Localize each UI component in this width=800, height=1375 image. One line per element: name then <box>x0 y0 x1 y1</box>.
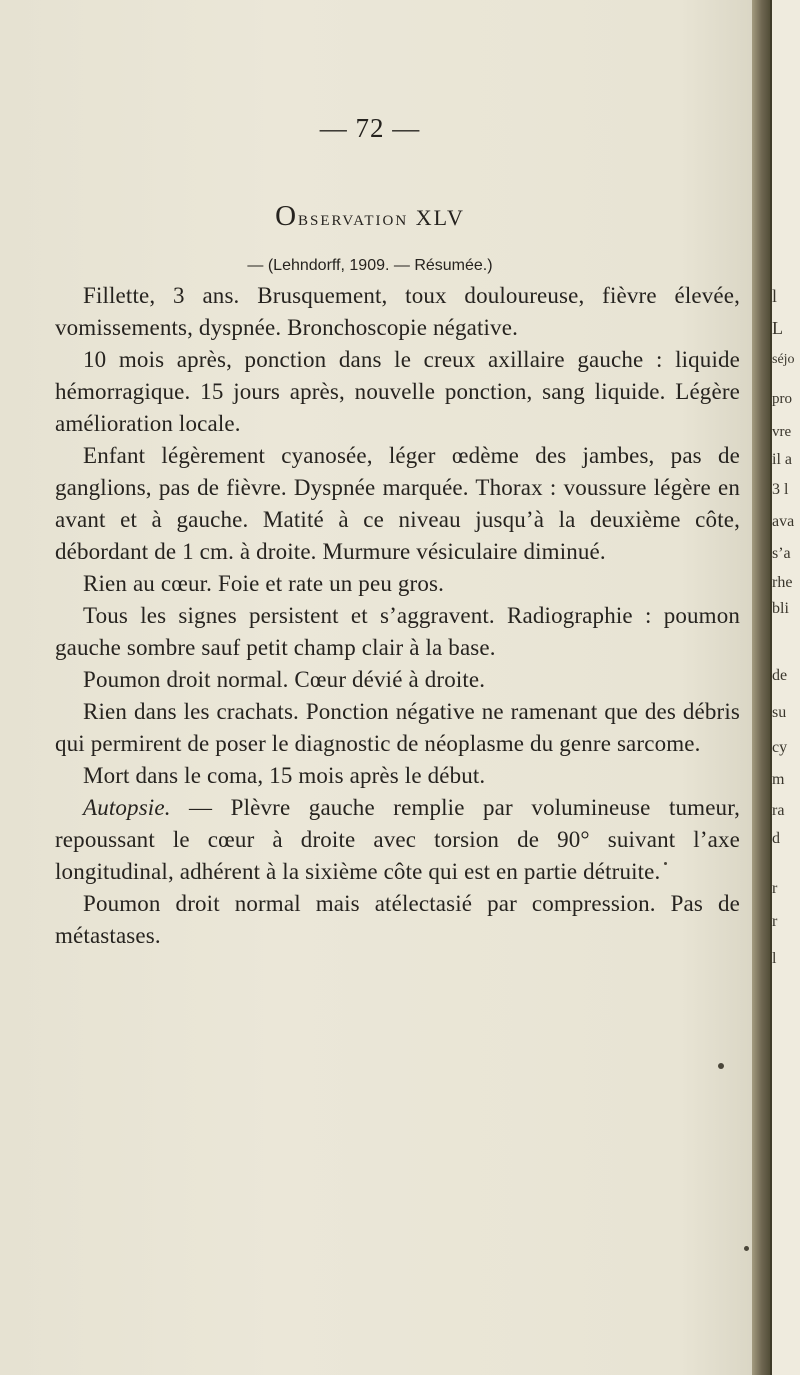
paragraph: Tous les signes persistent et s’aggravent. Radiographie : poumon gauche sombre sauf petit champ clair à la base. <box>55 603 740 660</box>
title-initial: O <box>275 200 299 232</box>
paragraph: Rien dans les crachats. Ponction négative ne ramenant que des débris qui permirent de poser le diagnostic de néoplasme du genre sarcome. <box>55 699 740 756</box>
facing-page-fragment: il a <box>772 451 792 468</box>
title-rest: bservation XLV <box>298 205 465 230</box>
facing-page-fragment: l <box>772 286 778 306</box>
paragraph: Enfant légèrement cyanosée, léger œdème des jambes, pas de ganglions, pas de fièvre. Dyspnée marquée. Thorax : voussure légère en avant et à gauche. Matité à ce niveau jusqu’à la deuxième côte, débordant de 1 cm. à droite. Murmure vésiculaire diminué. <box>55 443 740 564</box>
observation-title <box>0 200 740 233</box>
paragraph: Mort dans le coma, 15 mois après le début. <box>83 763 486 788</box>
facing-page-fragment: r <box>772 913 778 930</box>
facing-page-fragment: cy <box>772 739 788 756</box>
facing-page-fragment: vre <box>772 424 792 440</box>
ink-speck <box>718 1063 724 1069</box>
paragraph: Poumon droit normal. Cœur dévié à droite. <box>83 667 486 692</box>
source-citation: — (Lehndorff, 1909. — Résumée.) <box>247 257 493 274</box>
autopsy-text: — Plèvre gauche remplie par volumineuse tumeur, repoussant le cœur à droite avec torsion de 90° suivant l’axe longitudinal, adhérent à la sixième côte qui est en partie détruite. <box>55 795 740 884</box>
facing-page-fragment: r <box>772 880 778 897</box>
facing-page-fragment: 3 l <box>772 481 789 498</box>
ink-speck <box>664 862 667 865</box>
facing-page-fragment: séjo <box>772 352 795 367</box>
page-number: — 72 — <box>319 113 421 143</box>
facing-page-fragment: s’a <box>772 545 791 562</box>
paragraph: 10 mois après, ponction dans le creux axillaire gauche : liquide hémorragique. 15 jours après, nouvelle ponction, sang liquide. Légère amélioration locale. <box>55 347 740 436</box>
facing-page-fragment: m <box>772 771 785 788</box>
observation-body <box>55 280 740 952</box>
paragraph: Poumon droit normal mais atélectasié par compression. Pas de métastases. <box>55 891 740 948</box>
facing-page-edge <box>770 0 800 1375</box>
facing-page-fragment: ava <box>772 513 795 530</box>
facing-page-fragment: l <box>772 950 777 967</box>
facing-page-fragment: ra <box>772 802 785 819</box>
facing-page-fragment: bli <box>772 600 789 617</box>
ink-speck <box>744 1246 749 1251</box>
facing-page-fragment: L <box>772 318 783 338</box>
paragraph-autopsy <box>55 792 740 888</box>
facing-page-fragment: su <box>772 704 787 721</box>
paragraph: Rien au cœur. Foie et rate un peu gros. <box>83 571 444 596</box>
paragraph: Fillette, 3 ans. Brusquement, toux douloureuse, fièvre élevée, vomissements, dyspnée. Bronchoscopie négative. <box>55 283 740 340</box>
facing-page-fragment: d <box>772 830 780 847</box>
facing-page-fragment: de <box>772 667 788 684</box>
autopsy-label: Autopsie. <box>83 795 171 820</box>
facing-page-fragment: pro <box>772 391 792 407</box>
facing-page-fragment: rhe <box>772 574 793 591</box>
